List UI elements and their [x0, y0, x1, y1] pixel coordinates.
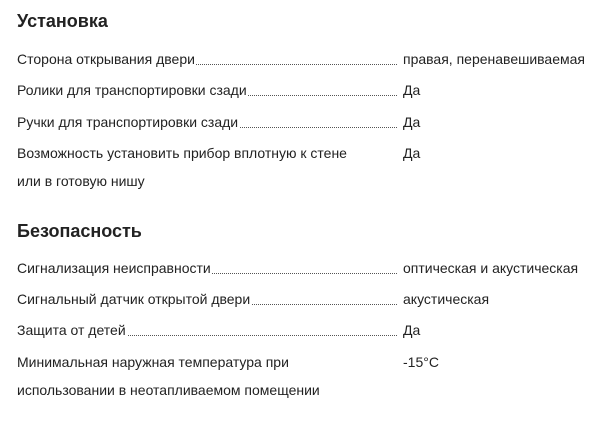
- spec-value: оптическая и акустическая: [403, 260, 579, 276]
- spec-label: Ролики для транспортировки сзади: [17, 82, 247, 98]
- spec-value: Да: [403, 322, 421, 338]
- spec-value-unit: °C: [423, 354, 439, 370]
- spec-row: [17, 348, 607, 404]
- spec-label-line: Возможность установить прибор вплотную к стене: [17, 145, 347, 161]
- spec-value: Да: [403, 145, 421, 161]
- spec-label-line: или в готовую нишу: [17, 173, 145, 189]
- spec-label: Сигнальный датчик открытой двери: [17, 291, 251, 307]
- spec-value: Да: [403, 114, 421, 130]
- spec-label: Ручки для транспортировки сзади: [17, 114, 239, 130]
- spec-label: Сигнализация неисправности: [17, 260, 211, 276]
- spec-row: [17, 139, 607, 195]
- section-title-installation: Установка: [17, 11, 108, 31]
- spec-value: [403, 348, 439, 376]
- spec-label-line: использовании в неотапливаемом помещении: [17, 382, 320, 398]
- spec-value-number: -15: [403, 354, 424, 370]
- spec-value: акустическая: [403, 291, 490, 307]
- spec-label-line: Минимальная наружная температура при: [17, 354, 289, 370]
- spec-label: Сторона открывания двери: [17, 51, 195, 67]
- spec-label: Защита от детей: [17, 322, 126, 338]
- section-title-safety: Безопасность: [17, 221, 142, 241]
- spec-value: Да: [403, 82, 421, 98]
- spec-value: правая, перенавешиваемая: [403, 51, 585, 67]
